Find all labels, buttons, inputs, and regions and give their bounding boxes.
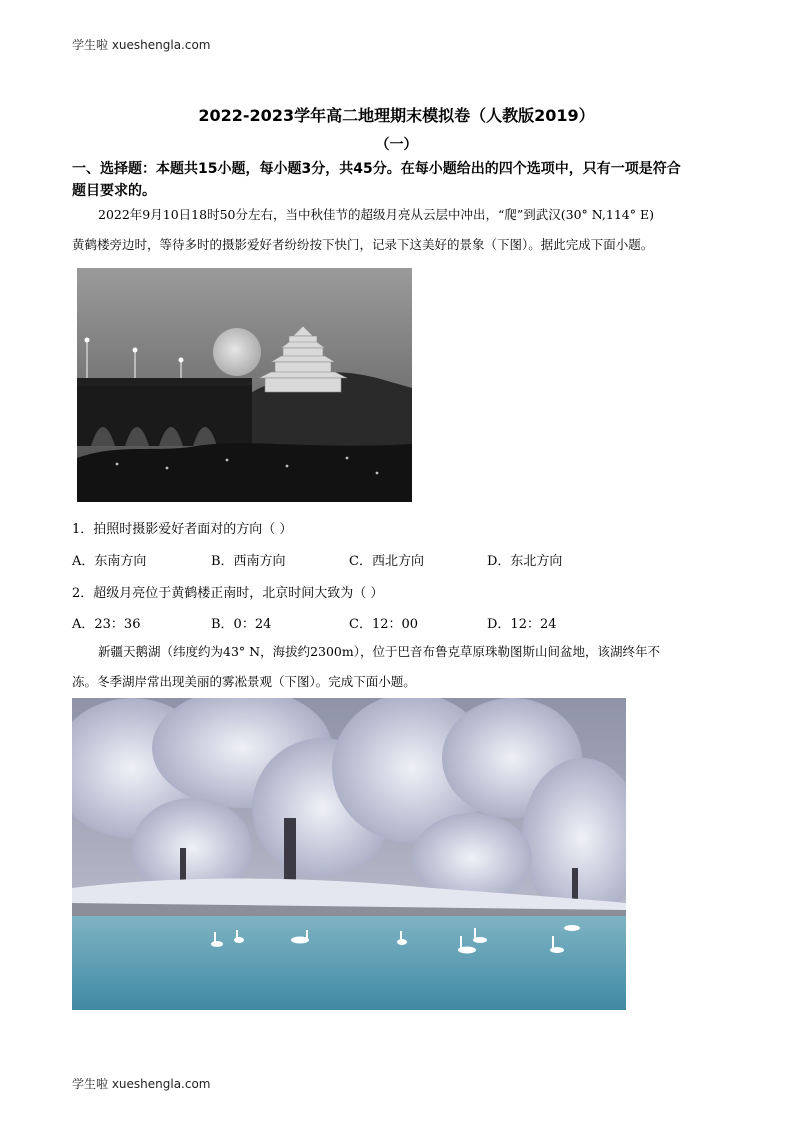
question-1-option-c[interactable]: C．西北方向 [349,554,424,569]
section-heading [72,158,722,202]
section-heading-line2: 题目要求的。 [72,183,156,199]
question-2-option-c[interactable]: C．12：00 [349,617,419,632]
question-2-stem: 2．超级月亮位于黄鹤楼正南时，北京时间大致为（ ） [72,586,384,601]
swan-lake-illustration [72,698,626,1010]
question-1-option-a[interactable]: A．东南方向 [72,554,147,569]
page-header: 学生啦 xueshengla.com [72,38,211,52]
passage-2-line1: 新疆天鹅湖（纬度约为43° N，海拔约2300m），位于巴音布鲁克草原珠勒图斯山间盆地，该湖终年不 [98,644,660,659]
passage-1 [72,200,722,260]
page-footer: 学生啦 xueshengla.com [72,1077,211,1091]
section-heading-line1: 一、选择题：本题共15小题，每小题3分，共45分。在每小题给出的四个选项中，只有一项是符合 [72,161,681,177]
page-title: 2022-2023学年高二地理期末模拟卷（人教版2019） [198,106,595,125]
moon-tower-photo [77,268,412,502]
question-1-option-d[interactable]: D．东北方向 [487,554,563,569]
moon-tower-illustration [77,268,412,502]
passage-1-line1: 2022年9月10日18时50分左右，当中秋佳节的超级月亮从云层中冲出，“爬”到武汉(30° N,114° E) [98,207,654,222]
passage-2 [72,637,722,697]
question-2-option-b[interactable]: B．0：24 [211,617,272,632]
passage-2-line2: 冻。冬季湖岸常出现美丽的雾凇景观（下图）。完成下面小题。 [72,674,416,689]
question-1-option-b[interactable]: B．西南方向 [211,554,286,569]
question-2-option-d[interactable]: D．12：24 [487,617,557,632]
passage-1-line2: 黄鹤楼旁边时，等待多时的摄影爱好者纷纷按下快门，记录下这美好的景象（下图）。据此完成下面小题。 [72,237,654,252]
question-2-option-a[interactable]: A．23：36 [72,617,141,632]
swan-lake-photo [72,698,626,1010]
question-1-stem: 1．拍照时摄影爱好者面对的方向（ ） [72,522,293,537]
page-subtitle: （一） [375,137,418,153]
